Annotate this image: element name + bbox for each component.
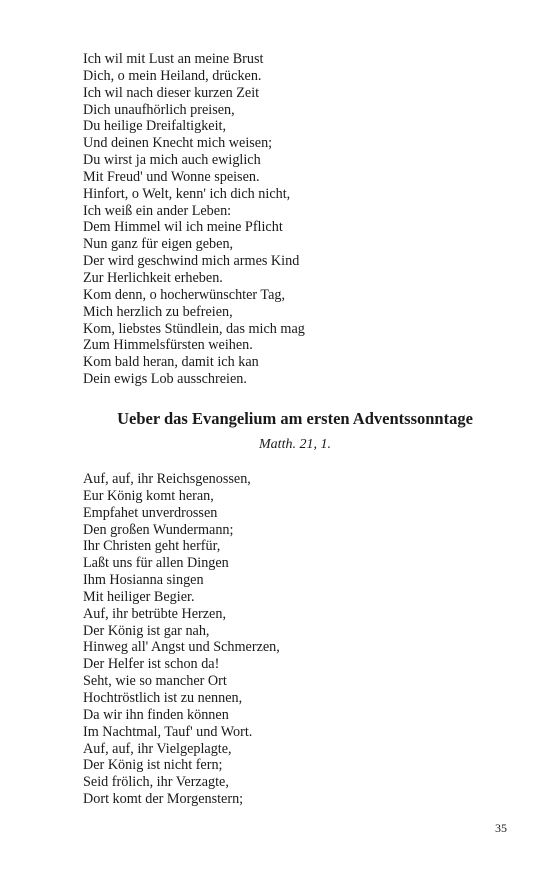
poem-line: Der Helfer ist schon da! — [83, 656, 220, 673]
poem-line: Im Nachtmal, Tauf' und Wort. — [83, 723, 253, 740]
poem-line: Mit heiliger Begier. — [83, 588, 195, 605]
poem-line: Dem Himmel wil ich meine Pflicht — [83, 219, 283, 236]
poem-line: Der König ist nicht fern; — [83, 757, 223, 774]
poem-stanza — [83, 471, 280, 808]
poem-line: Auf, auf, ihr Vielgeplagte, — [83, 740, 232, 757]
poem-line: Seht, wie so mancher Ort — [83, 673, 227, 690]
poem-line: Ich wil nach dieser kurzen Zeit — [83, 84, 260, 101]
poem-line: Eur König komt heran, — [83, 487, 214, 504]
poem-line: Mich herzlich zu befreien, — [83, 303, 233, 320]
poem-line: Du heilige Dreifaltigkeit, — [83, 118, 227, 135]
poem-line: Und deinen Knecht mich weisen; — [83, 135, 273, 152]
poem-line: Nun ganz für eigen geben, — [83, 236, 234, 253]
poem-line: Dich, o mein Heiland, drücken. — [83, 67, 262, 84]
poem-line: Empfahet unverdrossen — [83, 504, 218, 521]
poem-line: Hinweg all' Angst und Schmerzen, — [83, 639, 280, 656]
poem-line: Der wird geschwind mich armes Kind — [83, 253, 300, 270]
poem-line: Den großen Wundermann; — [83, 521, 234, 538]
poem-line: Dich unaufhörlich preisen, — [83, 101, 235, 118]
poem-line: Kom, liebstes Stündlein, das mich mag — [83, 320, 305, 337]
poem-line: Auf, ihr betrübte Herzen, — [83, 605, 226, 622]
poem-line: Seid frölich, ihr Verzagte, — [83, 774, 229, 791]
poem-line: Dort komt der Morgenstern; — [83, 791, 244, 808]
poem-line: Der König ist gar nah, — [83, 622, 210, 639]
poem-line: Ich weiß ein ander Leben: — [83, 202, 232, 219]
page-number: 35 — [495, 821, 507, 835]
poem-line: Ihm Hosianna singen — [83, 572, 204, 589]
poem-line: Zum Himmelsfürsten weihen. — [83, 337, 253, 354]
poem-line: Dein ewigs Lob ausschreien. — [83, 371, 247, 388]
poem-line: Hochtröstlich ist zu nennen, — [83, 689, 243, 706]
poem-line: Zur Herlichkeit erheben. — [83, 269, 223, 286]
poem-subtitle: Matth. 21, 1. — [259, 437, 331, 452]
poem-line: Kom bald heran, damit ich kan — [83, 354, 259, 371]
poem-line: Auf, auf, ihr Reichsgenossen, — [83, 471, 251, 487]
poem-line: Ich wil mit Lust an meine Brust — [83, 51, 264, 67]
poem-line: Mit Freud' und Wonne speisen. — [83, 168, 260, 185]
poem-line: Kom denn, o hocherwünschter Tag, — [83, 286, 286, 303]
poem-title: Ueber das Evangelium am ersten Adventssonntage — [117, 409, 473, 428]
poem-line: Da wir ihn finden können — [83, 706, 229, 723]
poem-line: Ihr Christen geht herfür, — [83, 538, 221, 555]
poem-line: Du wirst ja mich auch ewiglich — [83, 152, 261, 169]
poem-line: Laßt uns für allen Dingen — [83, 555, 229, 572]
poem-stanza-continued — [83, 51, 305, 388]
poem-line: Hinfort, o Welt, kenn' ich dich nicht, — [83, 185, 291, 202]
